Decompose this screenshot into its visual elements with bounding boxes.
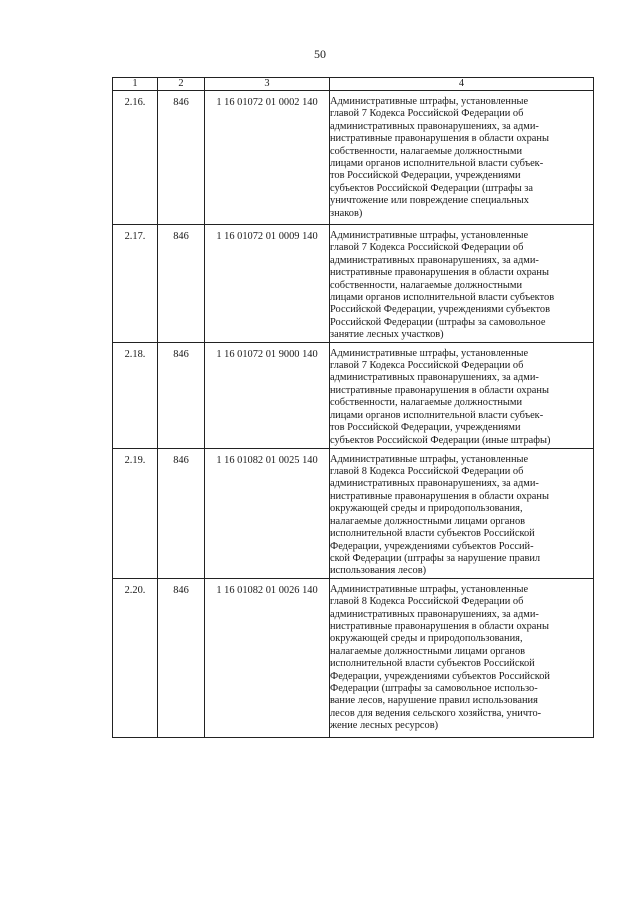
description-line: Российской Федерации, учреждениями субъектов [330,304,550,316]
budget-classification-code-cell: 1 16 01082 01 0026 140 [205,578,330,737]
description-line: субъектов Российской Федерации (штрафы за [330,182,533,194]
column-header-2: 2 [158,78,205,91]
column-header-3: 3 [205,78,330,91]
description-line: уничтожение или повреждение специальных [330,195,529,207]
table-row [113,448,594,578]
description-line: Федерации, учреждениями субъектов Россий- [330,540,534,552]
table-row [113,578,594,737]
table-row [113,342,594,448]
budget-classification-code-cell: 1 16 01072 01 9000 140 [205,342,330,448]
description-line: главой 7 Кодекса Российской Федерации об [330,360,524,372]
description-cell [330,91,594,225]
administrator-code-cell: 846 [158,91,205,225]
description-line: Административные штрафы, установленные [330,230,529,241]
description-line: главой 7 Кодекса Российской Федерации об [330,242,524,254]
row-number-cell: 2.20. [113,578,158,737]
description-cell [330,342,594,448]
description-line: нистративные правонарушения в области охраны [330,133,549,145]
description-line: окружающей среды и природопользования, [330,503,523,515]
description-line: административных правонарушениях, за адми- [330,120,539,132]
table-row [113,91,594,225]
description-line: собственности, налагаемые должностными [330,145,523,157]
table-row [113,225,594,343]
description-line: Административные штрафы, установленные [330,347,529,359]
description-line: административных правонарушениях, за адми- [330,608,539,620]
description-line: нистративные правонарушения в области охраны [330,490,549,502]
description-cell [330,578,594,737]
description-line: Российской Федерации (штрафы за самовольное [330,316,546,328]
description-line: лицами органов исполнительной власти субъек- [330,409,544,421]
table-header-row [113,78,594,91]
description-line: лесов для ведения сельского хозяйства, уничто- [330,707,542,719]
description-line: собственности, налагаемые должностными [330,397,523,409]
description-line: окружающей среды и природопользования, [330,633,523,645]
description-line: ской Федерации (штрафы за нарушение правил [330,552,541,564]
row-number-cell: 2.17. [113,225,158,343]
description-line: исполнительной власти субъектов Российской [330,658,535,670]
budget-classification-code-cell: 1 16 01082 01 0025 140 [205,448,330,578]
administrator-code-cell: 846 [158,225,205,343]
description-line: использования лесов) [330,565,427,577]
description-line: главой 8 Кодекса Российской Федерации об [330,466,524,478]
description-line: Федерации (штрафы за самовольное использо- [330,682,538,694]
description-line: знаков) [330,207,363,219]
description-line: налагаемые должностными лицами органов [330,645,526,657]
description-line: Административные штрафы, установленные [330,583,529,595]
budget-classification-code-cell: 1 16 01072 01 0002 140 [205,91,330,225]
description-line: главой 8 Кодекса Российской Федерации об [330,596,524,608]
description-cell [330,225,594,343]
column-header-4: 4 [330,78,594,91]
description-line: занятие лесных участков) [330,329,444,341]
description-line: жение лесных ресурсов) [330,720,439,732]
administrator-code-cell: 846 [158,448,205,578]
column-header-1: 1 [113,78,158,91]
row-number-cell: 2.19. [113,448,158,578]
row-number-cell: 2.18. [113,342,158,448]
description-line: лицами органов исполнительной власти субъектов [330,292,555,304]
page-number: 50 [314,47,326,61]
description-line: субъектов Российской Федерации (иные штрафы) [330,434,551,446]
description-line: административных правонарушениях, за адми- [330,478,539,490]
description-line: Федерации, учреждениями субъектов Российской [330,670,550,682]
description-line: нистративные правонарушения в области охраны [330,620,549,632]
description-line: главой 7 Кодекса Российской Федерации об [330,108,524,120]
description-line: нистративные правонарушения в области охраны [330,384,549,396]
budget-code-table [112,77,594,738]
table-body [113,91,594,738]
description-line: собственности, налагаемые должностными [330,279,523,291]
administrator-code-cell: 846 [158,578,205,737]
description-line: тов Российской Федерации, учреждениями [330,170,521,182]
administrator-code-cell: 846 [158,342,205,448]
description-line: Административные штрафы, установленные [330,453,529,465]
description-line: административных правонарушениях, за адми- [330,372,539,384]
description-line: Административные штрафы, установленные [330,96,529,107]
description-line: тов Российской Федерации, учреждениями [330,422,521,434]
description-line: вание лесов, нарушение правил использования [330,695,538,707]
description-line: нистративные правонарушения в области охраны [330,267,549,279]
description-line: лицами органов исполнительной власти субъек- [330,158,544,170]
description-line: административных правонарушениях, за адми- [330,254,539,266]
description-cell [330,448,594,578]
description-line: исполнительной власти субъектов Российской [330,528,535,540]
row-number-cell: 2.16. [113,91,158,225]
description-line: налагаемые должностными лицами органов [330,515,526,527]
budget-classification-code-cell: 1 16 01072 01 0009 140 [205,225,330,343]
